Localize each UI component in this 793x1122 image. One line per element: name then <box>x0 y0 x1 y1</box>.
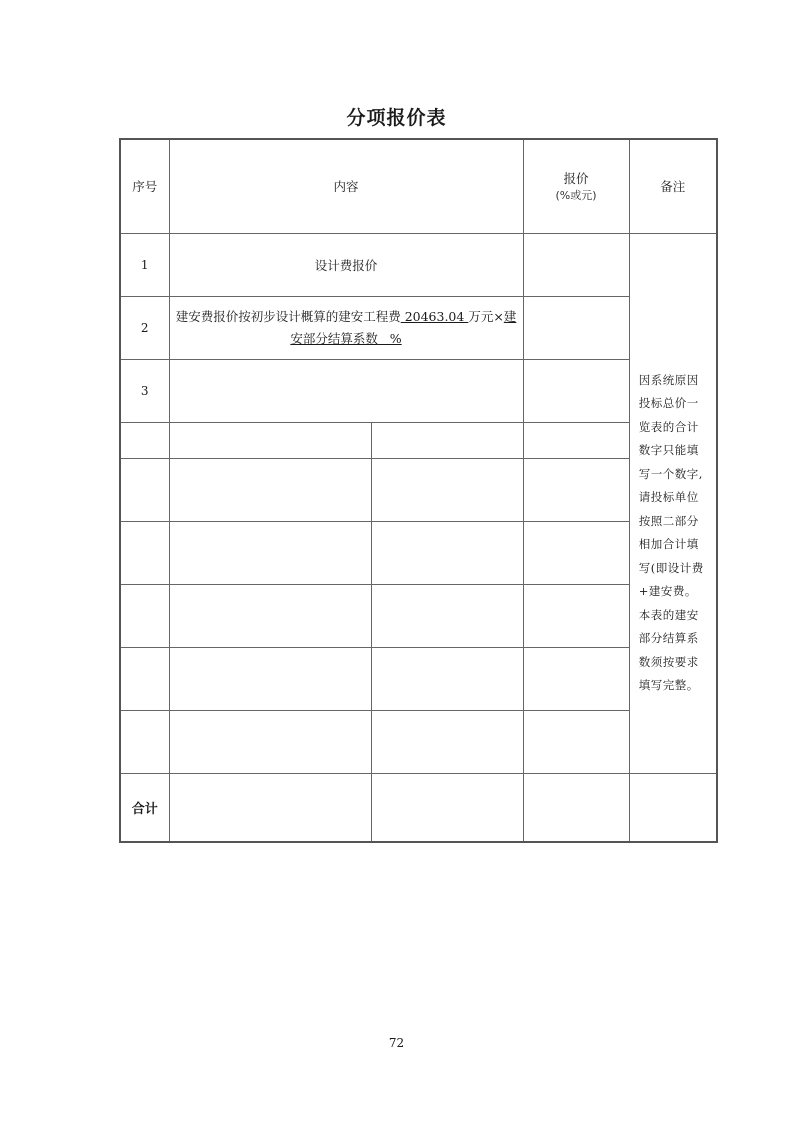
empty-cell[interactable] <box>120 458 169 521</box>
empty-cell[interactable] <box>120 422 169 458</box>
empty-cell[interactable] <box>523 521 629 584</box>
empty-cell[interactable] <box>371 773 523 842</box>
row-content[interactable] <box>169 359 523 422</box>
empty-cell[interactable] <box>169 710 371 773</box>
total-label: 合计 <box>120 773 169 842</box>
table-row <box>120 296 717 359</box>
row-content <box>169 296 523 359</box>
empty-cell[interactable] <box>169 647 371 710</box>
empty-cell[interactable] <box>523 710 629 773</box>
header-price <box>523 139 629 233</box>
empty-cell[interactable] <box>523 584 629 647</box>
empty-cell[interactable] <box>169 773 371 842</box>
empty-cell[interactable] <box>120 521 169 584</box>
row-seq: 2 <box>120 296 169 359</box>
total-row <box>120 773 717 842</box>
empty-cell[interactable] <box>169 458 371 521</box>
empty-cell[interactable] <box>120 647 169 710</box>
page-number: 72 <box>388 1036 405 1050</box>
table-row <box>120 233 717 296</box>
empty-cell[interactable] <box>120 584 169 647</box>
construction-amount: 20463.04 <box>400 308 469 324</box>
coefficient-label: 建安部分结算系数 <box>290 308 517 346</box>
remark-cell <box>629 233 717 773</box>
header-remark: 备注 <box>629 139 717 233</box>
empty-cell[interactable] <box>169 521 371 584</box>
empty-cell[interactable] <box>371 584 523 647</box>
empty-cell[interactable] <box>371 458 523 521</box>
price-cell[interactable] <box>523 296 629 359</box>
row-content: 设计费报价 <box>169 233 523 296</box>
header-row <box>120 139 717 233</box>
header-price-unit: (%或元) <box>555 189 597 203</box>
table-row <box>120 359 717 422</box>
empty-cell[interactable] <box>523 422 629 458</box>
price-cell[interactable] <box>523 359 629 422</box>
header-seq: 序号 <box>120 139 169 233</box>
table-row <box>120 458 717 521</box>
table-row <box>120 584 717 647</box>
row-seq: 1 <box>120 233 169 296</box>
header-content: 内容 <box>169 139 523 233</box>
price-cell[interactable] <box>523 233 629 296</box>
empty-cell[interactable] <box>371 422 523 458</box>
remark-text: 因系统原因投标总价一览表的合计数字只能填写一个数字,请投标单位按照二部分相加合计填写(即设计费+建安费。本表的建安部分结算系数须按要求填写完整。 <box>638 372 704 692</box>
header-price-label: 报价 <box>563 171 589 187</box>
empty-cell[interactable] <box>523 647 629 710</box>
empty-cell[interactable] <box>371 710 523 773</box>
empty-cell[interactable] <box>371 521 523 584</box>
table-row <box>120 710 717 773</box>
table-row <box>120 422 717 458</box>
empty-cell[interactable] <box>523 458 629 521</box>
empty-cell[interactable] <box>169 422 371 458</box>
table-row <box>120 521 717 584</box>
total-price-cell[interactable] <box>523 773 629 842</box>
page-title: 分项报价表 <box>346 107 447 129</box>
empty-cell[interactable] <box>371 647 523 710</box>
empty-cell[interactable] <box>169 584 371 647</box>
empty-cell[interactable] <box>120 710 169 773</box>
quote-table <box>119 138 718 843</box>
table-row <box>120 647 717 710</box>
content-text: 万元× <box>468 308 504 324</box>
coefficient-blank[interactable]: % <box>377 330 402 346</box>
content-text: 建安费报价按初步设计概算的建安工程费 <box>175 308 401 324</box>
row-seq: 3 <box>120 359 169 422</box>
